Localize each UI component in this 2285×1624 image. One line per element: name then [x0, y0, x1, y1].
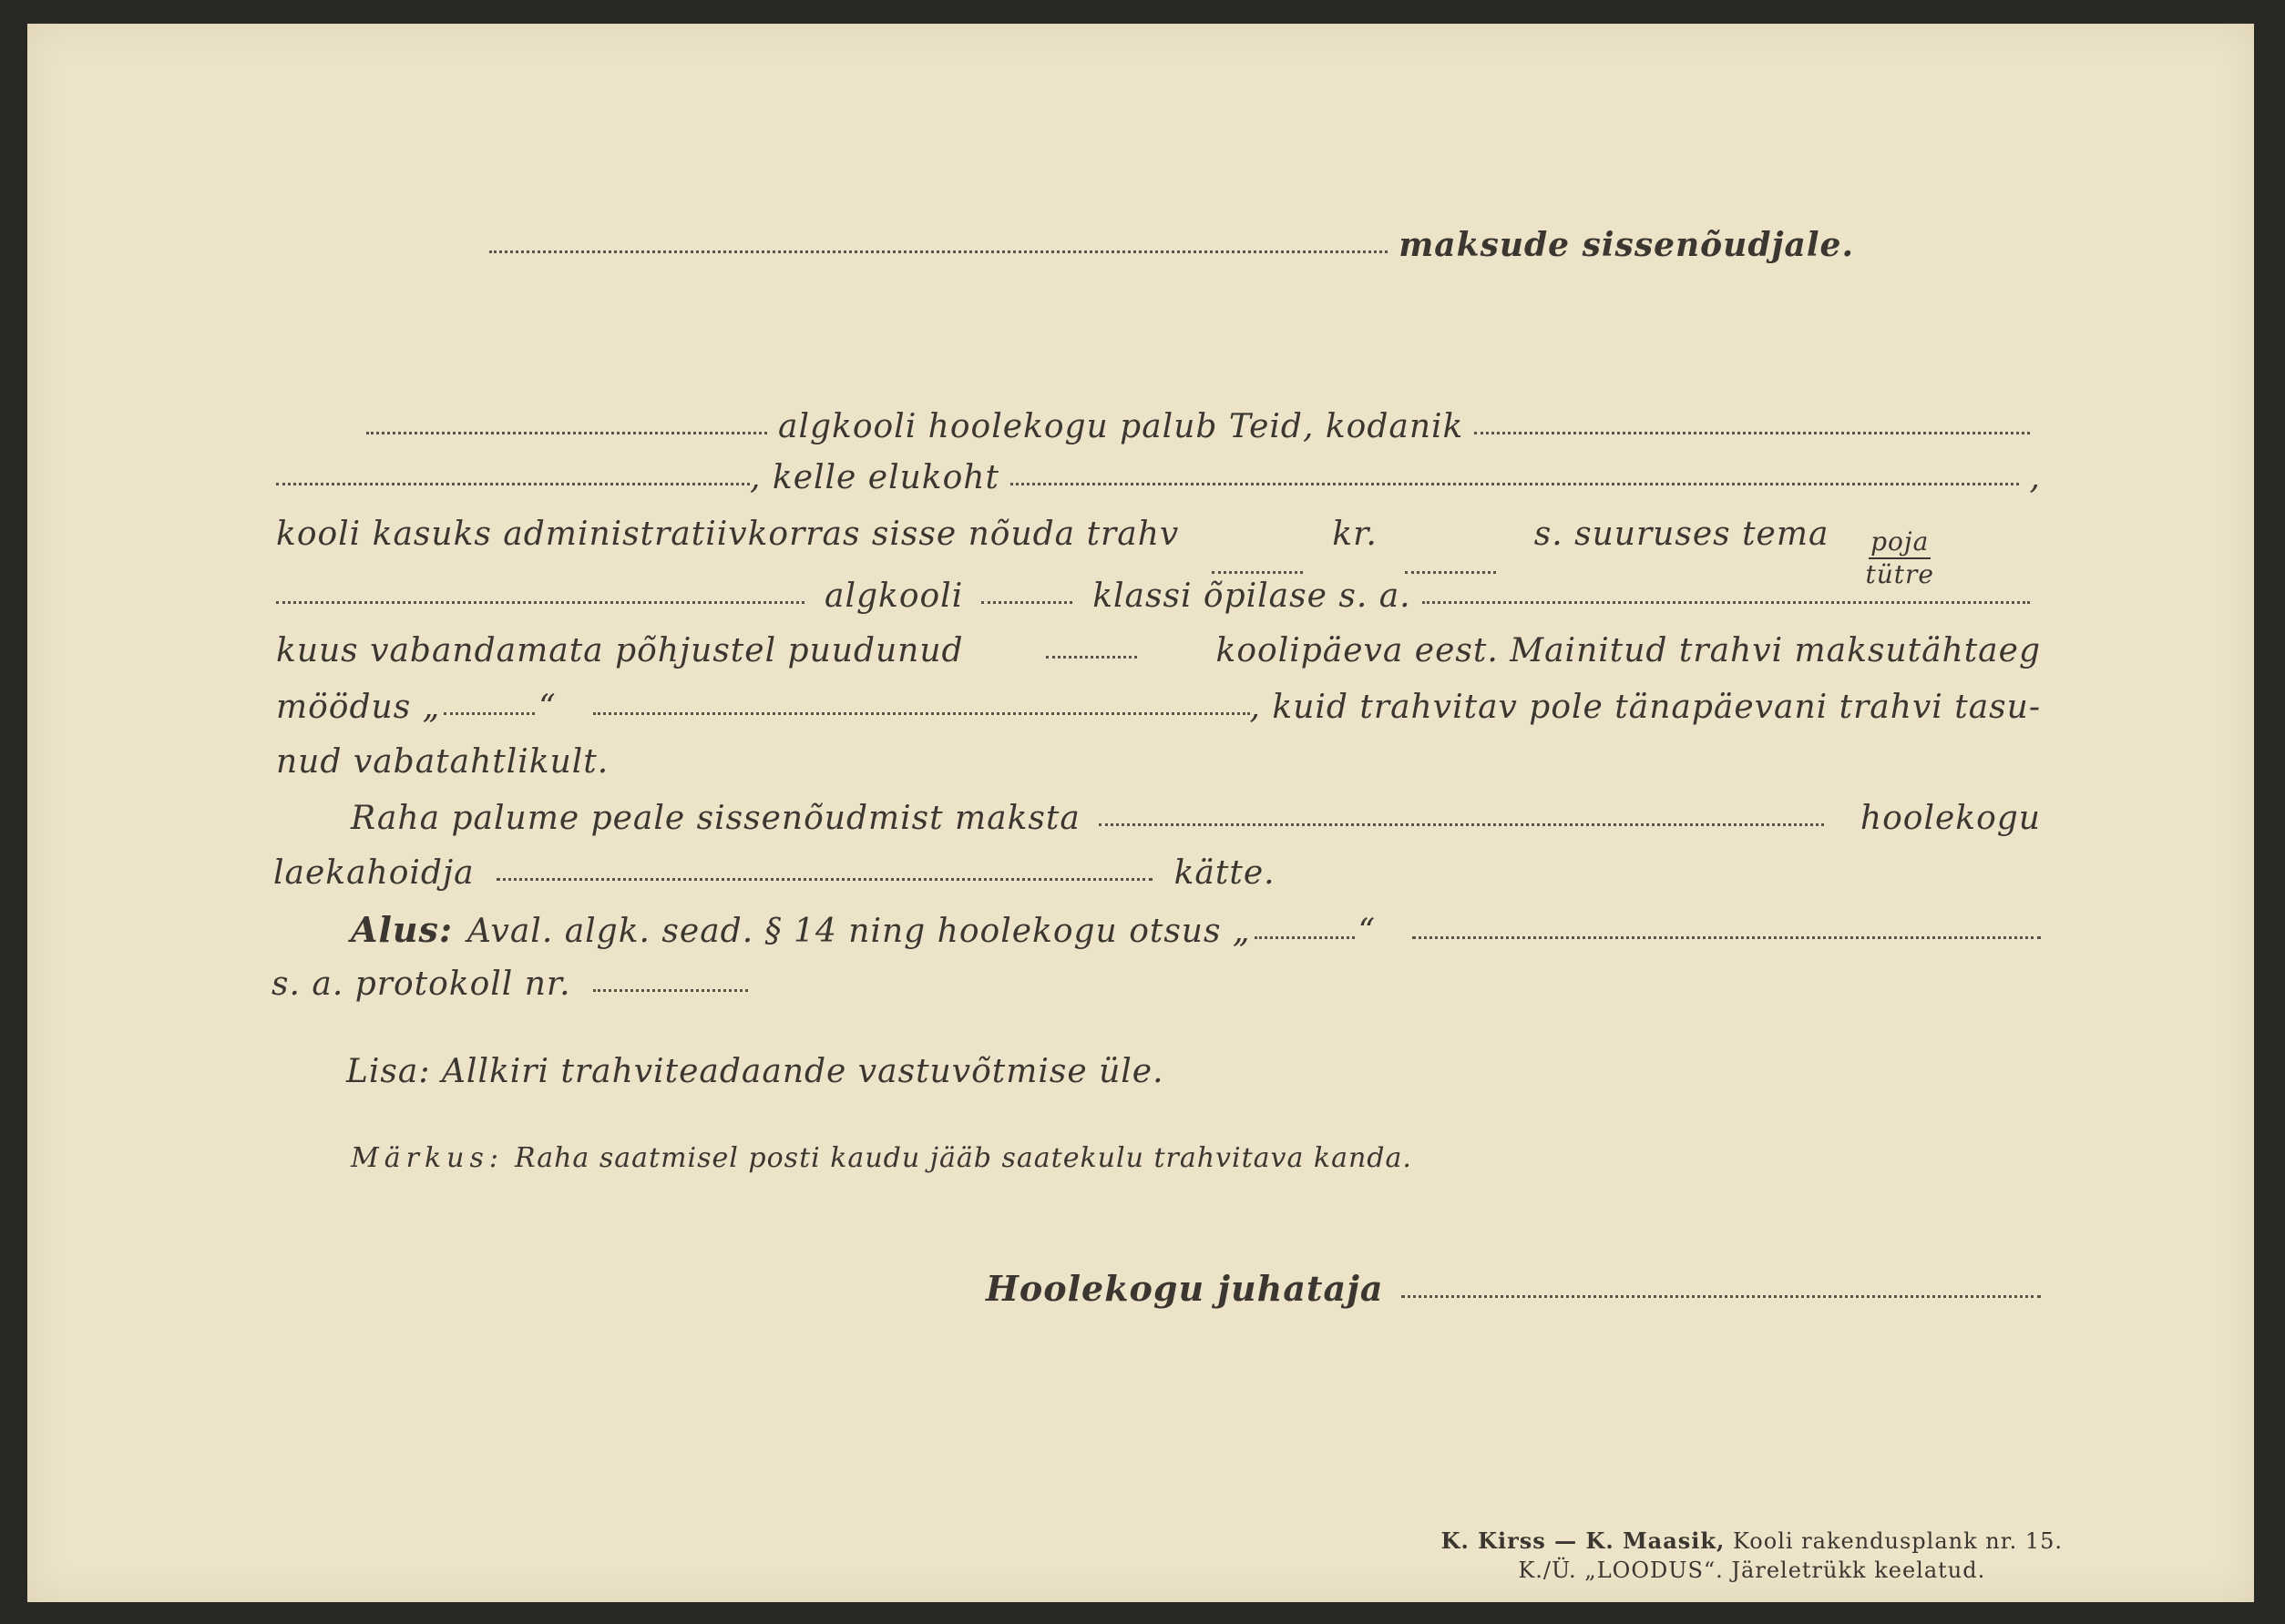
imprint-authors: K. Kirss — K. Maasik,: [1440, 1527, 1726, 1554]
text: möödus „: [276, 689, 441, 726]
form-line-8: [351, 800, 2041, 837]
text: klassi õpilase s. a.: [1092, 577, 1411, 615]
blank-field[interactable]: [1212, 571, 1303, 574]
blank-field[interactable]: [276, 483, 750, 485]
blank-field[interactable]: [1405, 571, 1496, 574]
frac-top: poja: [1869, 526, 1931, 559]
text: Raha saatmisel posti kaudu jääb saatekulu trahvitava kanda.: [514, 1142, 1412, 1174]
blank-field[interactable]: [366, 432, 767, 434]
form-line-2: [276, 459, 2041, 496]
text: “: [538, 689, 557, 726]
imprint-line-1: [1441, 1527, 2063, 1556]
blank-field[interactable]: [1412, 936, 2041, 939]
form-line-5: [276, 632, 2041, 669]
imprint-title: Kooli rakendusplank nr. 15.: [1733, 1528, 2063, 1554]
blank-field[interactable]: [1010, 483, 2019, 485]
frac-bottom: tütre: [1865, 559, 1934, 589]
text: algkooli hoolekogu palub Teid, kodanik: [778, 408, 1464, 445]
form-line-9: [273, 854, 1276, 892]
text: , kuid trahvitav pole tänapäevani trahvi tasu-: [1249, 689, 2041, 726]
imprint-line-2: K./Ü. „LOODUS“. Järeletrükk keelatud.: [1518, 1558, 1986, 1583]
form-line-1: [355, 408, 2041, 445]
text: koolipäeva eest. Mainitud trahvi maksutähtaeg: [1215, 632, 2041, 669]
text: Aval. algk. sead. § 14 ning hoolekogu otsus „: [466, 913, 1251, 950]
text: Lisa: Allkiri trahviteadaande vastuvõtmise üle.: [346, 1053, 1164, 1090]
signature-line: [986, 1268, 2041, 1309]
blank-field[interactable]: [497, 878, 1153, 881]
signature-field[interactable]: [1401, 1295, 2041, 1298]
form-line-4: [276, 577, 2041, 615]
text: kr.: [1332, 516, 1378, 553]
text: kooli kasuks administratiivkorras sisse nõuda trahv: [276, 516, 1180, 553]
form-line-11: [272, 965, 759, 1003]
text: hoolekogu: [1860, 800, 2041, 837]
text: kätte.: [1173, 854, 1276, 892]
printer-imprint: [1441, 1527, 2063, 1585]
text: “: [1358, 913, 1376, 950]
text: s. a. protokoll nr.: [272, 965, 571, 1003]
blank-field[interactable]: [593, 989, 748, 992]
blank-field[interactable]: [1099, 823, 1824, 826]
text: algkooli: [825, 577, 964, 615]
text: laekahoidja: [273, 854, 475, 892]
addressee-line: [478, 226, 1854, 264]
markus-line: [351, 1142, 1412, 1174]
blank-field[interactable]: [1046, 656, 1137, 659]
alus-label: Alus:: [351, 909, 453, 950]
form-line-10: [351, 909, 2041, 950]
form-sheet: [27, 24, 2254, 1602]
text: nud vabatahtlikult.: [276, 743, 610, 781]
form-line-6: [276, 689, 2041, 726]
form-line-7: [276, 743, 609, 781]
lisa-line: [346, 1053, 1164, 1090]
blank-field[interactable]: [444, 712, 535, 715]
blank-field[interactable]: [276, 601, 804, 604]
blank-field[interactable]: [1474, 432, 2030, 434]
text: , kelle elukoht: [750, 459, 999, 496]
addressee-label: maksude sissenõudjale.: [1399, 226, 1854, 264]
blank-field[interactable]: [489, 250, 1388, 253]
text: s. suuruses tema: [1533, 516, 1829, 553]
form-line-3: [276, 516, 2041, 589]
blank-field[interactable]: [593, 712, 1250, 715]
blank-field[interactable]: [981, 601, 1072, 604]
blank-field[interactable]: [1255, 936, 1355, 939]
signature-label: Hoolekogu juhataja: [986, 1268, 1384, 1309]
blank-field[interactable]: [1422, 601, 2030, 604]
text: Raha palume peale sissenõudmist maksta: [351, 800, 1081, 837]
text: kuus vabandamata põhjustel puudunud: [276, 632, 964, 669]
markus-label: Märkus:: [351, 1142, 504, 1174]
text: ,: [2029, 459, 2041, 496]
